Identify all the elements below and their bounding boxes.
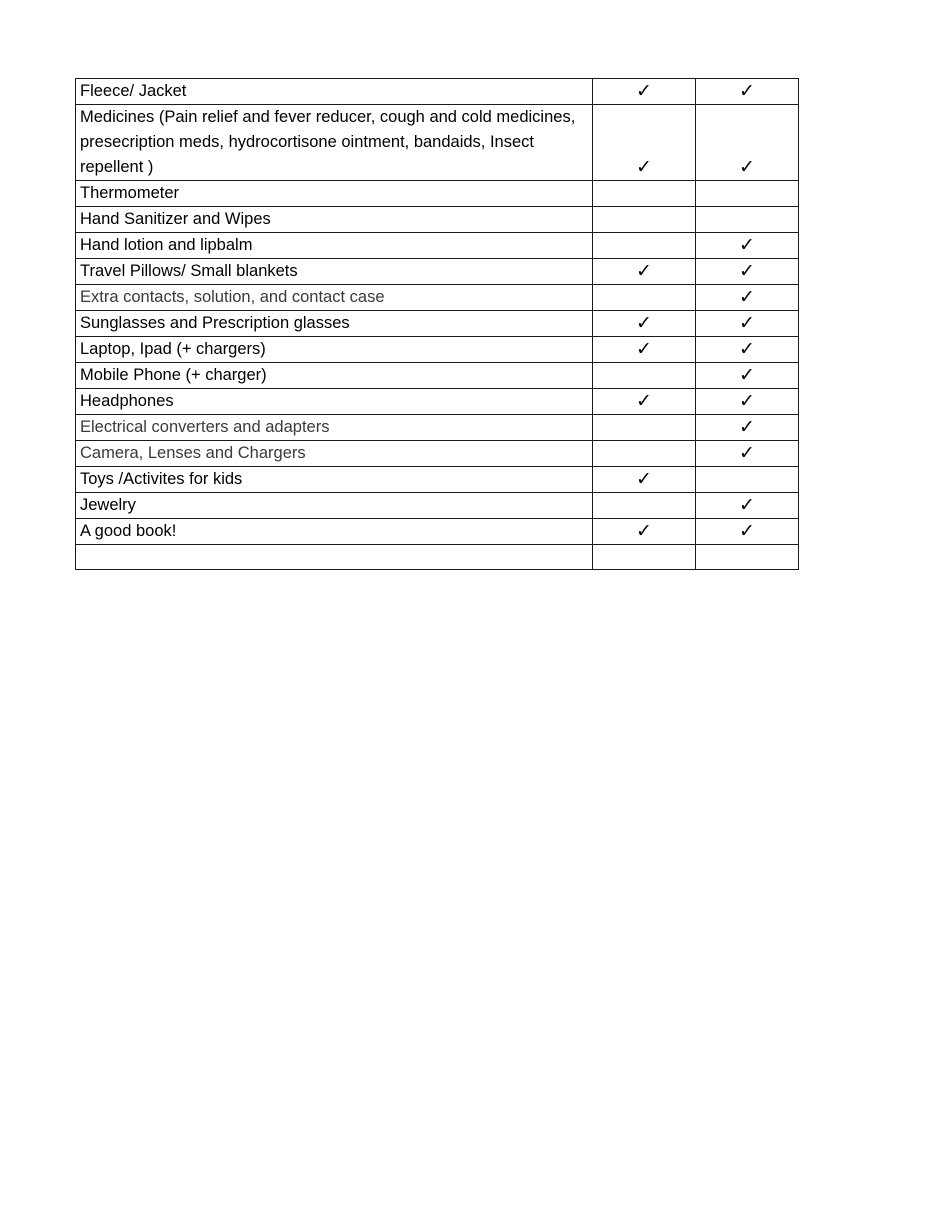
checklist-row [76,233,799,259]
checkmark-cell-2 [696,415,799,441]
checkmark-icon: ✓ [636,520,652,542]
checkmark-icon: ✓ [636,338,652,360]
checkmark-cell-1 [593,79,696,105]
checkmark-cell-2 [696,181,799,207]
item-name-cell: Hand lotion and lipbalm [76,233,593,259]
checklist-body [76,79,799,570]
checkmark-cell-1 [593,467,696,493]
checkmark-cell-1 [593,441,696,467]
checkmark-cell-1 [593,519,696,545]
checkmark-cell-1 [593,207,696,233]
checkmark-cell-2 [696,285,799,311]
checkmark-icon: ✓ [739,286,755,308]
item-name-cell: Travel Pillows/ Small blankets [76,259,593,285]
checklist-row [76,285,799,311]
checklist-row [76,207,799,233]
checklist-row [76,311,799,337]
checkmark-cell-2 [696,545,799,570]
item-name-cell: Laptop, Ipad (+ chargers) [76,337,593,363]
checklist-row [76,493,799,519]
item-name-cell [76,545,593,570]
checkmark-cell-2 [696,311,799,337]
checkmark-icon: ✓ [636,390,652,412]
checklist-row [76,519,799,545]
checkmark-cell-1 [593,105,696,181]
checkmark-cell-1 [593,259,696,285]
checkmark-icon: ✓ [739,364,755,386]
checkmark-icon: ✓ [739,494,755,516]
checkmark-cell-1 [593,337,696,363]
checklist-row [76,389,799,415]
checklist-row [76,441,799,467]
checklist-row [76,337,799,363]
checkmark-cell-1 [593,285,696,311]
checkmark-cell-1 [593,545,696,570]
checkmark-cell-1 [593,389,696,415]
checkmark-icon: ✓ [739,80,755,102]
checkmark-cell-2 [696,441,799,467]
checklist-row [76,545,799,570]
item-name-cell: Headphones [76,389,593,415]
item-name-cell: Mobile Phone (+ charger) [76,363,593,389]
packing-checklist-table [75,78,799,570]
item-name-cell: Extra contacts, solution, and contact case [76,285,593,311]
checkmark-cell-2 [696,467,799,493]
checkmark-cell-2 [696,79,799,105]
item-name-cell: A good book! [76,519,593,545]
checkmark-icon: ✓ [636,260,652,282]
checkmark-cell-2 [696,233,799,259]
checkmark-icon: ✓ [739,520,755,542]
checklist-row [76,467,799,493]
item-name-cell: Medicines (Pain relief and fever reducer, cough and cold medicines, presecription meds, hydrocortisone ointment, bandaids, Insect repellent ) [76,105,593,181]
item-name-cell: Camera, Lenses and Chargers [76,441,593,467]
checkmark-cell-2 [696,493,799,519]
checkmark-icon: ✓ [636,468,652,490]
checkmark-cell-1 [593,233,696,259]
checklist-row [76,79,799,105]
checkmark-cell-1 [593,181,696,207]
checkmark-cell-1 [593,363,696,389]
item-name-cell: Thermometer [76,181,593,207]
checklist-row [76,181,799,207]
checklist-row [76,105,799,181]
item-name-cell: Jewelry [76,493,593,519]
checkmark-icon: ✓ [636,312,652,334]
checkmark-icon: ✓ [636,80,652,102]
checkmark-cell-1 [593,415,696,441]
checkmark-icon: ✓ [739,234,755,256]
item-name-cell: Toys /Activites for kids [76,467,593,493]
checkmark-cell-2 [696,259,799,285]
checkmark-icon: ✓ [739,338,755,360]
checkmark-icon: ✓ [739,156,755,178]
checkmark-icon: ✓ [739,416,755,438]
item-name-cell: Electrical converters and adapters [76,415,593,441]
item-name-cell: Sunglasses and Prescription glasses [76,311,593,337]
checkmark-icon: ✓ [739,442,755,464]
checkmark-icon: ✓ [739,312,755,334]
item-name-cell: Hand Sanitizer and Wipes [76,207,593,233]
checkmark-cell-2 [696,389,799,415]
checkmark-cell-2 [696,105,799,181]
checklist-row [76,415,799,441]
checklist-row [76,363,799,389]
checkmark-cell-1 [593,311,696,337]
checkmark-cell-2 [696,519,799,545]
checkmark-icon: ✓ [739,390,755,412]
checkmark-icon: ✓ [739,260,755,282]
checkmark-icon: ✓ [636,156,652,178]
item-name-cell: Fleece/ Jacket [76,79,593,105]
checkmark-cell-2 [696,363,799,389]
checkmark-cell-1 [593,493,696,519]
checkmark-cell-2 [696,337,799,363]
checkmark-cell-2 [696,207,799,233]
checklist-row [76,259,799,285]
